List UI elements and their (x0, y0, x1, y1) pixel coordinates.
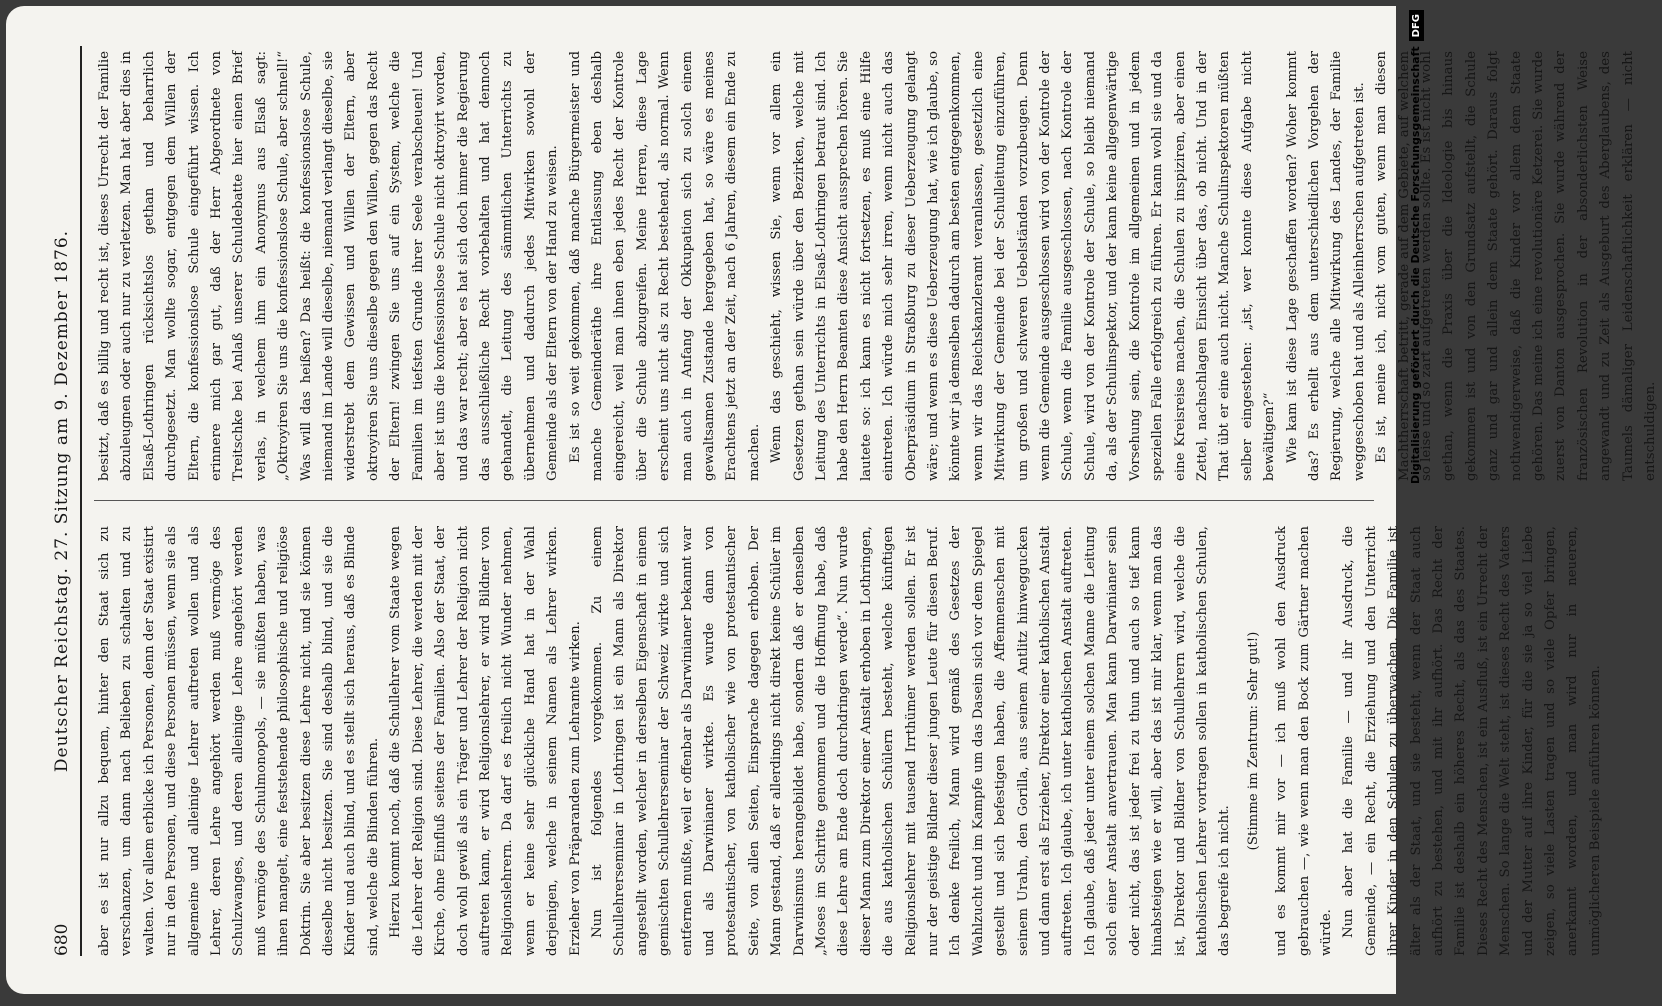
paragraph: Nun aber hat die Familie — und ihr Ausdruck, die Gemeinde, — ein Recht, die Erziehung und den Unterricht ihrer Kinder in den Schulen zu überwachen. Die Familie ist älter als der Staat, und sie besteht, wenn der Staat auch aufhört zu bestehen, und mit ihr aufhört. Das Recht der Familie ist deshalb ein höheres Recht, als das des Staates. Dieses Recht des Menschen, ist ein Ausfluß, ist ein Urrecht der Menschen. So lange die Welt steht, ist dieses Recht des Vaters und der Mutter auf ihre Kinder, für die sie ja so viel Liebe zeigen, so viele Lasten tragen und so viele Opfer bringen, anerkannt worden, und man wird nur in neueren, unmöglicheren Beispiele anführen können. (1341, 526, 1603, 956)
page-number: 680 (52, 923, 72, 956)
paragraph: aber es ist nur allzu bequem, hinter den Staat sich zu verschanzen, um dann nach Belieben zu schalten und zu walten. Vor allem erblicke ich Personen, denn der Staat existirt nur in den Personen, und diese Personen müssen, wenn sie als allgemeine und alleinige Lehrer auftreten wollen und als Lehrer, deren Lehre angehört werden muß vermöge des Schulzwanges, und deren alleinige Lehre angehört werden muß vermöge des Schulmonopols, — sie müßten haben, was ihnen mangelt, eine feststehende philosophische und religiöse Doktrin. Sie aber besitzen diese Lehre nicht, und sie können dieselbe nicht besitzen. Sie sind deshalb blind, und sie die Kinder und auch blind, und es stellt sich heraus, daß es Blinde sind, welche die Blinden führen. (97, 526, 381, 956)
paragraph: Wie kam ist diese Lage geschaffen worden? Woher kommt das? Es erhellt aus dem unterschiedlichen Vorgehen der Regierung, welche alle Mitwirkung des Landes, der Familie weggeschoben hat und als Alleinherrschen aufgetreten ist. (1284, 51, 1367, 481)
text-column-left (94, 526, 1603, 956)
page-header (46, 46, 82, 956)
paragraph: Nun ist folgendes vorgekommen. Zu einem Schullehrerseminar in Lothringen ist ein Mann als Direktor angestellt worden, welcher in derselben Eigenschaft in einem gemischten Schullehrerseminar der Schweiz wirkte und sich entfernen mußte, weil er offenbar als Darwinianer bekannt war und als Darwinianer wirkte. Es wurde dann von protestantischer, von katholischer wie von protestantischer Seite, von allen Seiten, Einsprache dagegen erhoben. Der Mann gestand, daß er allerdings nicht direkt keine Schüler im Darwinismus herangebildet habe, sondern daß er denselben „Moses im Schritte genommen und die Hoffnung habe, daß diese Lehre am Ende doch durchdringen werde“. Nun wurde dieser Mann zum Direktor einer Anstalt erhoben in Lothringen, die aus katholischen Schülern besteht, welche künftigen Religionslehrer mit tausend Irrthümer werden sollen. Er ist nur der geistige Bildner dieser jungen Leute für diesen Beruf. Ich denke freilich, Mann wird gemäß des Gesetzes der Wahlzucht und im Kampfe um das Dasein sich vor dem Spiegel gestellt und sich befestigen haben, die Affenmenschen mit seinem Urahn, den Gorilla, aus seinem Antlitz hinweggucken und dann erst als Erzieher, Direktor einer katholischen Anstalt auftreten. Ich glaube, ich unter katholischen Anstalt auftreten. Ich glaube, daß jeder unter einem solchen Manne die Leitung solch einer Anstalt anvertrauen. Man kann Darwinianer sein oder nicht, das ist jeder frei zu thun und auch so tief kann hinabsteigen wie er will, aber das ist mir klar, wenn man das ist, Direktor und Bildner von Schullehrern wird, welche die katholischen Lehrer vortragen sollen in katholischen Schulen, das begreife ich nicht. (589, 526, 1233, 956)
paragraph: besitzt, daß es billig und recht ist, dieses Urrecht der Familie abzuleugnen oder auch nur zu verletzen. Man hat aber dies in Elsaß-Lothringen rücksichtslos gethan und beharrlich durchgesetzt. Man wollte sogar, entgegen dem Willen der Eltern, die konfessionslose Schule eingeführt wissen. Ich erinnere mich gar gut, daß der Herr Abgeordnete von Treitschke bei Anlaß unserer Schuldebatte hier einen Brief verlas, in welchem ihm ein Anonymus aus Elsaß sagt: „Oktroyiren Sie uns die konfessionslose Schule, aber schnell!“ Was will das heißen? Das heißt: die konfessionslose Schule, niemand im Lande will dieselbe, niemand verlangt dieselbe, sie widerstrebt dem Gewissen und Willen der Eltern, aber oktroyiren Sie uns dieselbe gegen den Willen, gegen das Recht der Eltern! zwingen Sie uns auf ein System, welche die Familien im tiefsten Grunde ihrer Seele verabscheuen! Und aber ist uns die konfessionslose Schule nicht oktroyirt worden, und das war recht; aber es hat sich doch immer die Regierung das ausschließliche Recht vorbehalten und hat dennoch gehandelt, die Leitung des sämmtlichen Unterrichts zu übernehmen und dadurch jedes Mitwirken sowohl der Gemeinde als der Eltern von der Hand zu weisen. (97, 51, 561, 481)
interjection-note: (Stimme im Zentrum: Sehr gut!) (1245, 631, 1261, 851)
paragraph: und es kommt mir vor — ich muß wohl den Ausdruck gebrauchen —, wie wenn man den Bock zum Gärtner machen würde. (1274, 526, 1334, 956)
dfg-badge: DFG (1409, 10, 1424, 41)
digitization-credit (1404, 10, 1428, 990)
credit-text: Digitalisierung gefördert durch die Deutsche Forschungsgemeinschaft (1409, 46, 1422, 485)
column-divider (94, 500, 1374, 501)
page-title: Deutscher Reichstag. 27. Sitzung am 9. Dezember 1876. (52, 229, 72, 773)
paragraph: Hierzu kommt noch, daß die Schullehrer vom Staate wegen die Lehrer der Religion sind. Diese Lehrer, die werden mit der Kirche, ohne Einfluß seitens der Familien. Also der Staat, der doch wohl gewiß als ein Träger und Lehrer der Religion nicht auftreten kann, er wird Religionslehrer, er wird Bildner von Religionslehrern. Da darf es freilich nicht Wunder nehmen, wenn er keine sehr glückliche Hand hat in der Wahl derjenigen, welche in seinem Namen als Lehrer wirken. Erzieher von Präparanden zum Lehramte wirken. (388, 526, 583, 956)
rotated-page (6, 6, 1659, 1006)
paragraph: Es ist, meine ich, nicht vom guten, wenn man diesen Machtherrschaft betritt, gerade auf dem Gebiete, auf welchem so leise und so zart aufgetreten werden sollte. Es ist nicht wohl gethan, wenn die Praxis über die Ideologie bis hinaus gekommen ist und von den Grundsatz aufstellt, die Schule ganz und gar und allein dem Staate gehört. Daraus folgt nothwendigerweise, daß die Kinder vor allem dem Staate gehören. Das meine ich eine revolutionäre Ketzerei. Sie wurde zuerst von Danton ausgesprochen. Sie wurde während der französischen Revolution in der absonderlichsten Weise angewandt und zu Zeit als Ausgeburt des Aberglaubens, des Taumels dämaliger Leidenschaftlichkeit erklären — nicht entschuldigen. (1374, 51, 1659, 481)
paragraph: Wenn das geschieht, wissen Sie, wenn vor allem ein Gesetzen gethan sein würde über den Bezirken, welche mit Leitung des Unterrichts in Elsaß-Lothringen betraut sind. Ich habe den Herrn Beamten diese Ansicht aussprechen hören. Sie lautete so: ich kann es nicht fortsetzen, es muß eine Hilfe eintreten. Ich würde mich sehr irren, wenn nicht auch das Oberpräsidium in Straßburg zu dieser Ueberzeugung gelangt wäre; und wenn es diese Ueberzeugung hat, wie ich glaube, so könnte wir ja demselben dadurch am besten entgegenkommen, wenn wir das Reichskanzleramt veranlassen, gesetzlich eine Mitwirkung der Gemeinde bei der Schulleitung einzuführen, um großen und schweren Uebelständen vorzubeugen. Denn wenn die Gemeinde ausgeschlossen wird von der Kontrole der Schule, wenn die Familie ausgeschlossen, nach Kontrole der Schule, wird von der Kontrole der Schule, so bleibt niemand da, als der Schulinspektor, und der kann keine allgegenwärtige Vorsehung sein, die Kontrole im allgemeinen und in jedem speziellen Falle erfolgreich zu führen. Er kann wohl sie und da eine Kreisreise machen, die Schulen zu inspiziren, aber einen Zettel, nachschlagen Einsicht über das, ob nicht. Und in der That übt er eine auch nicht. Manche Schulinspektoren müßten selber eingestehen: „ist, wer konnte diese Aufgabe nicht bewältigen?“ (769, 51, 1278, 481)
paragraph: Es ist so weit gekommen, daß manche Bürgermeister und manche Gemeinderäthe ihre Entlassung eben deshalb eingereicht, weil man ihnen eben jedes Recht der Kontrole über die Schule abzugreifen. Meine Herren, diese Lage erscheint uns nicht als zu Recht bestehend, als normal. Wenn man auch in Anfang der Okkupation sich zu solch einem gewaltsamen Zustande hergegeben hat, so wäre es meines Erachtens jetzt an der Zeit, nach 6 Jahren, diesem ein Ende zu machen. (567, 51, 762, 481)
